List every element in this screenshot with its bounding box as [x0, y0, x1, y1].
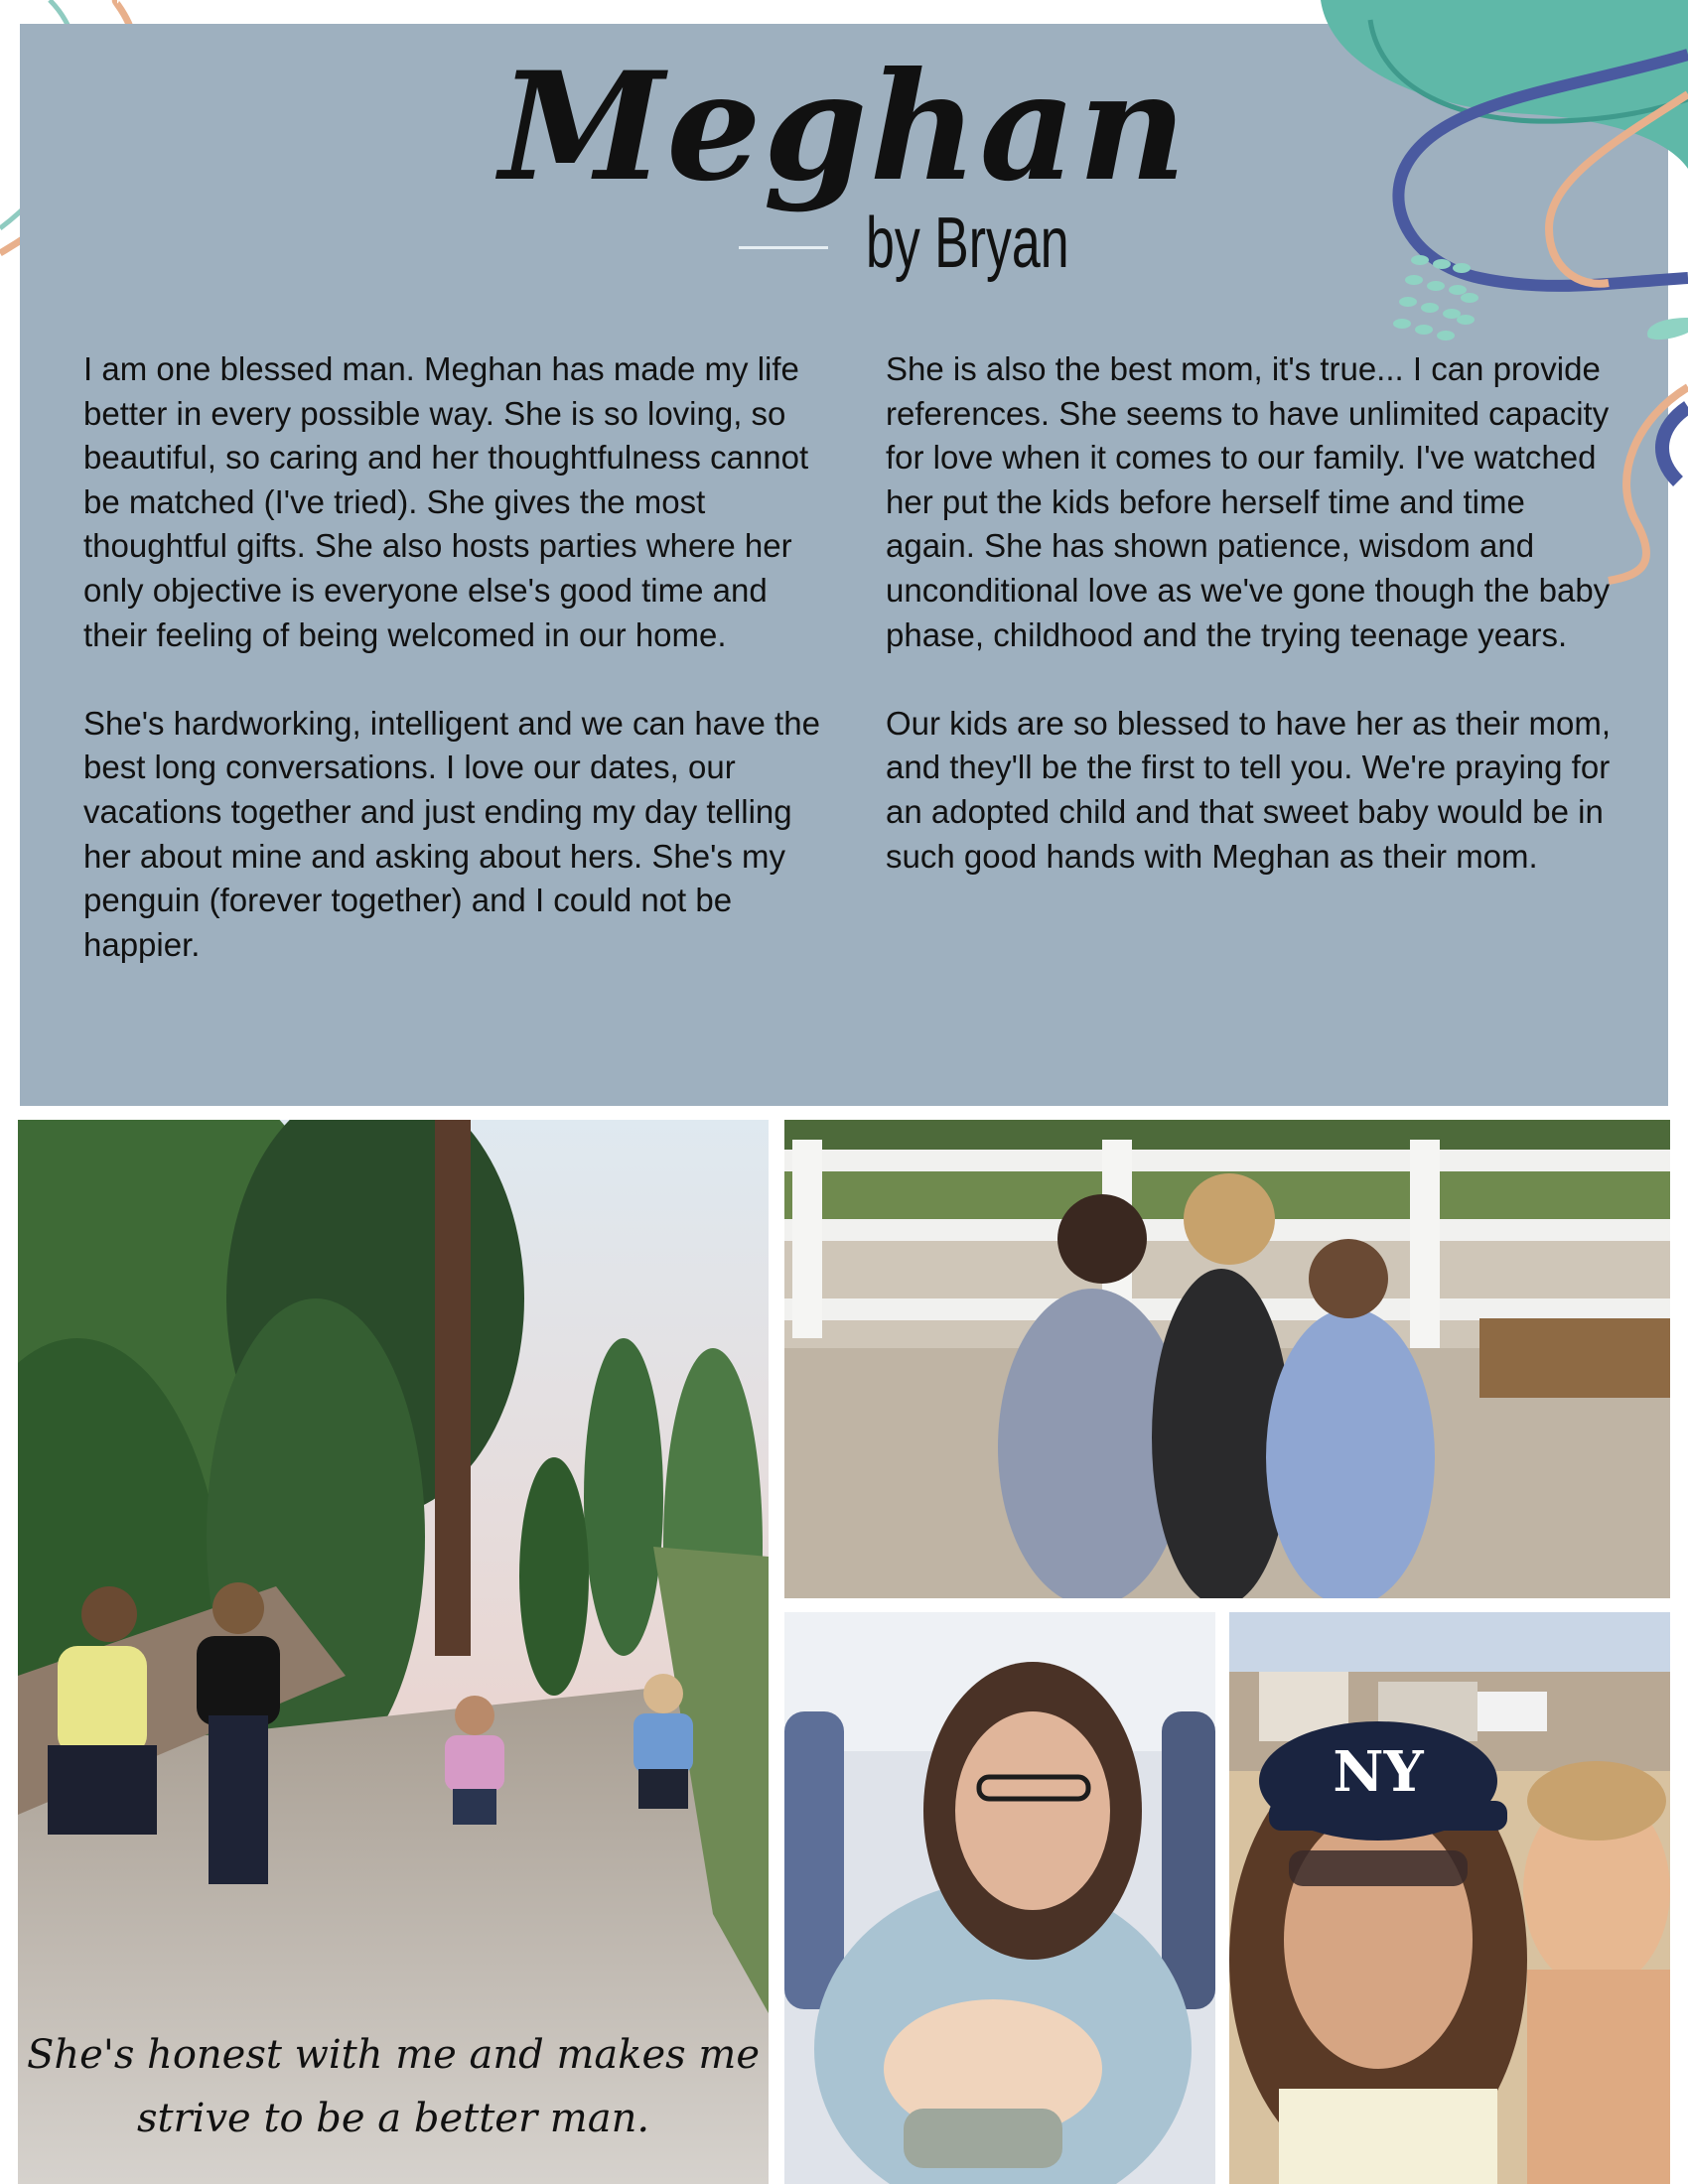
paragraph: She is also the best mom, it's true... I can provide references. She seems to have unlimited capacity for love when it comes to our family. I've watched her put the kids before herself time and time again. She has shown patience, wisdom and unconditional love as we've gone though the baby phase, childhood and the trying teenage years. [886, 350, 1611, 653]
photo-illustration [784, 1612, 1215, 2184]
letter-column-left [83, 347, 838, 1012]
byline-rule [739, 246, 828, 249]
paragraph: Our kids are so blessed to have her as their mom, and they'll be the first to tell you. We're praying for an adopted child and that sweet baby would be in such good hands with Meghan as their mom. [886, 704, 1611, 875]
letter-column-right [886, 347, 1620, 923]
byline: by Bryan [866, 204, 1069, 283]
caption-line: strive to be a better man. [136, 2096, 650, 2141]
paragraph: She's hardworking, intelligent and we can have the best long conversations. I love our dates, our vacations together and just ending my day telling her about mine and asking about hers. She's my penguin (forever together) and I could not be happier. [83, 704, 820, 963]
page-title: Meghan [499, 40, 1189, 214]
photo-woman-baby-plane [784, 1612, 1215, 2184]
photo-illustration [1229, 1612, 1670, 2184]
paragraph: I am one blessed man. Meghan has made my life better in every possible way. She is so loving, so beautiful, so caring and her thoughtfulness cannot be matched (I've tried). She gives the most thoughtful gifts. She also hosts parties where her only objective is everyone else's good time and their feeling of being welcomed in our home. [83, 350, 809, 653]
photo-caption [18, 2023, 769, 2150]
photo-illustration [784, 1120, 1670, 1598]
photo-mother-daughters-fence [784, 1120, 1670, 1598]
caption-line: She's honest with me and makes me [26, 2032, 761, 2078]
cap-logo-icon: NY [1333, 1739, 1424, 1805]
photo-woman-boy-beach [1229, 1612, 1670, 2184]
